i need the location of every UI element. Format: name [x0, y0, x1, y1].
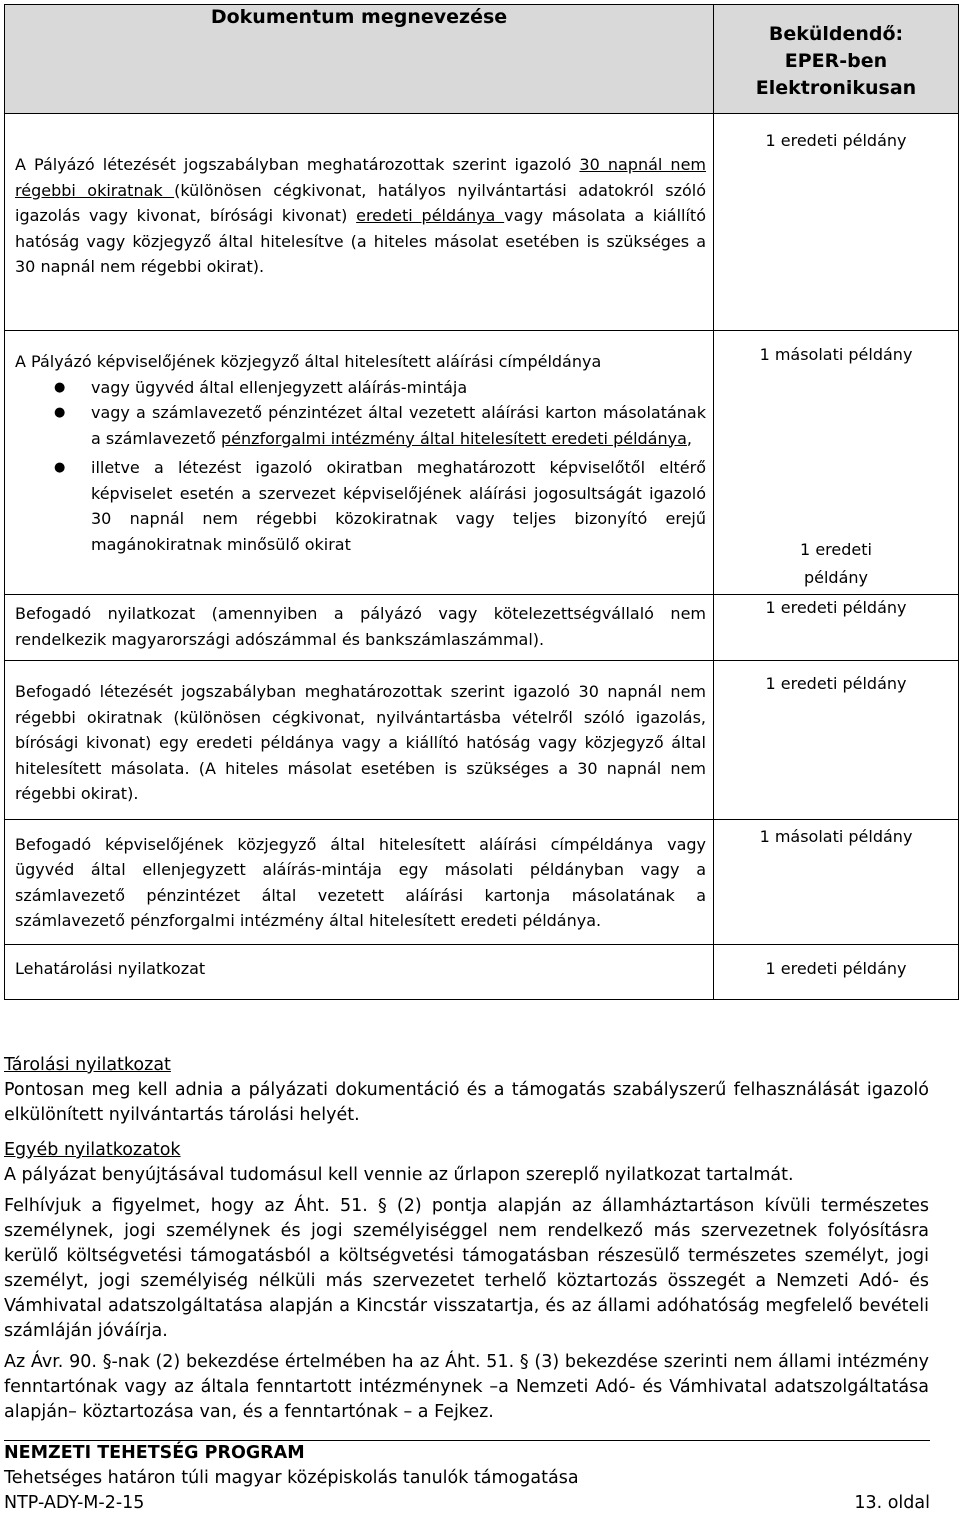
row-receiver-existence-desc: Befogadó létezését jogszabályban meghatározottak szerint igazoló 30 napnál nem régebbi okiratnak (különösen cégkivonat, nyilvántartásba vételről szóló igazolás, bírósági kivonat) egy eredeti példánya vagy a kiállító hatóság vagy közjegyző által hitelesített másolata. (A hiteles másolat esetében is szükséges a 30 napnál nem régebbi okirat). [5, 661, 714, 820]
underlined-text: 30 napnál nem régebbi okiratnak [15, 155, 707, 200]
underlined-text: pénzforgalmi intézmény által hitelesített eredeti példánya [220, 428, 687, 448]
bullet-text: vagy ügyvéd által ellenjegyzett aláírás-mintája [91, 377, 468, 397]
row-receiver-signature-copies: 1 másolati példány [714, 819, 959, 944]
signature-intro: A Pályázó képviselőjének közjegyző által hitelesített aláírási címpéldánya [15, 352, 602, 371]
page-number: 13. oldal [854, 1493, 930, 1513]
other-text-1: A pályázat benyújtásával tudomásul kell vennie az űrlapon szereplő nyilatkozat tartalmát. [4, 1165, 794, 1185]
row-applicant-signature-desc [5, 331, 714, 595]
list-item [54, 400, 706, 451]
text-segment: vagy másolata a kiállító hatóság vagy közjegyző által hitelesítve (a hiteles másolat esetében is szükséges a 30 napnál nem régebbi okirat). [15, 206, 706, 276]
header-submit-line-1: Beküldendő: [768, 23, 904, 45]
copies-original-line-2: példány [803, 568, 868, 587]
page-footer [4, 1440, 930, 1516]
storage-text: Pontosan meg kell adnia a pályázati dokumentáció és a támogatás szabályszerű felhasználását igazoló elkülönített nyilvántartás tárolási helyét. [4, 1080, 929, 1125]
table-row [5, 331, 959, 595]
text-segment: (különösen cégkivonat, hatályos nyilvántartási adatokról szóló igazolás vagy kivonat, bírósági kivonat) [15, 180, 706, 225]
table-row [5, 595, 959, 661]
row-applicant-existence-copies: 1 eredeti példány [714, 114, 959, 331]
table-header-row [5, 5, 959, 114]
table-row [5, 819, 959, 944]
bullet-icon: ● [54, 460, 66, 475]
header-document-name: Dokumentum megnevezése [5, 5, 714, 114]
row-receiver-statement-desc: Befogadó nyilatkozat (amennyiben a pályázó vagy kötelezettségvállaló nem rendelkezik magyarországi adószámmal és bankszámlaszámmal). [5, 595, 714, 661]
table-row [5, 661, 959, 820]
row-delimitation-desc: Lehatárolási nyilatkozat [5, 944, 714, 999]
copies-original [718, 536, 954, 592]
header-submit-line-3: Elektronikusan [755, 77, 917, 99]
copies-copy: 1 másolati példány [759, 345, 913, 364]
notes-section [4, 1053, 929, 1425]
list-item [54, 455, 706, 557]
footer-code-row [4, 1491, 930, 1516]
list-item [54, 375, 706, 401]
bullet-text: vagy a számlavezető pénzintézet által vezetett aláírási karton másolatának a számlavezető [91, 403, 706, 448]
copies-original-line-1: 1 eredeti [800, 540, 872, 559]
documents-table [4, 4, 959, 1000]
text-segment: A Pályázó létezését jogszabályban meghatározottak szerint igazoló [15, 155, 580, 174]
bullet-text: illetve a létezést igazoló okiratban meghatározott képviselőtől eltérő képviselet esetén a szervezet képviselőjének aláírási jogosultságát igazoló 30 napnál nem régebbi közokiratnak vagy teljes bizonyító erejű magánokiratnak minősülő okirat [91, 458, 706, 554]
other-heading: Egyéb nyilatkozatok [4, 1140, 181, 1160]
footer-subtitle: Tehetséges határon túli magyar középiskolás tanulók támogatása [4, 1468, 579, 1488]
storage-heading: Tárolási nyilatkozat [4, 1055, 171, 1075]
bullet-text: , [686, 428, 692, 448]
other-text-3: Az Ávr. 90. §-nak (2) bekezdése értelmében ha az Áht. 51. § (3) bekezdése szerinti nem állami intézmény fenntartónak vagy az általa fenntartott intézménynek –a Nemzeti Adó- és Vámhivatal adatszolgáltatása alapján– köztartozása van, és a fenntartónak – a Fejkez. [4, 1352, 929, 1422]
signature-copies-box [718, 342, 954, 590]
header-submit [714, 5, 959, 114]
row-receiver-existence-copies: 1 eredeti példány [714, 661, 959, 820]
row-delimitation-copies: 1 eredeti példány [714, 944, 959, 999]
table-row [5, 944, 959, 999]
other-text-2: Felhívjuk a figyelmet, hogy az Áht. 51. § (2) pontja alapján az államháztartáson kívüli természetes személynek, jogi személynek és jogi személyiséggel nem rendelkező más szervezetnek folyósításra kerülő költségvetési támogatásból a költségvetési támogatásban részesülő természetes személyt, jogi személyt, jogi személyiség nélküli más szervezetet terhelő köztartozás összegét a Nemzeti Adó- és Vámhivatal adatszolgáltatása alapján a Kincstár visszatartja, és az állami adóhatóság megfelelő bevételi számláján jóváírja. [4, 1196, 929, 1341]
row-applicant-signature-copies [714, 331, 959, 595]
bullet-icon: ● [54, 405, 66, 420]
footer-code: NTP-ADY-M-2-15 [4, 1493, 145, 1513]
row-receiver-signature-desc: Befogadó képviselőjének közjegyző által hitelesített aláírási címpéldánya vagy ügyvéd által ellenjegyzett aláírás-mintája egy másolati példányban vagy a számlavezető pénzintézet által vezetett aláírási kartonja másolatának a számlavezető pénzforgalmi intézmény által hitelesített eredeti példánya. [5, 819, 714, 944]
table-row [5, 114, 959, 331]
bullet-icon: ● [54, 379, 66, 395]
header-submit-line-2: EPER-ben [784, 50, 888, 72]
underlined-text: eredeti példánya [356, 206, 505, 225]
signature-bullet-list [15, 375, 706, 558]
footer-program: NEMZETI TEHETSÉG PROGRAM [4, 1443, 305, 1463]
row-applicant-existence-desc [5, 114, 714, 331]
row-receiver-statement-copies: 1 eredeti példány [714, 595, 959, 661]
